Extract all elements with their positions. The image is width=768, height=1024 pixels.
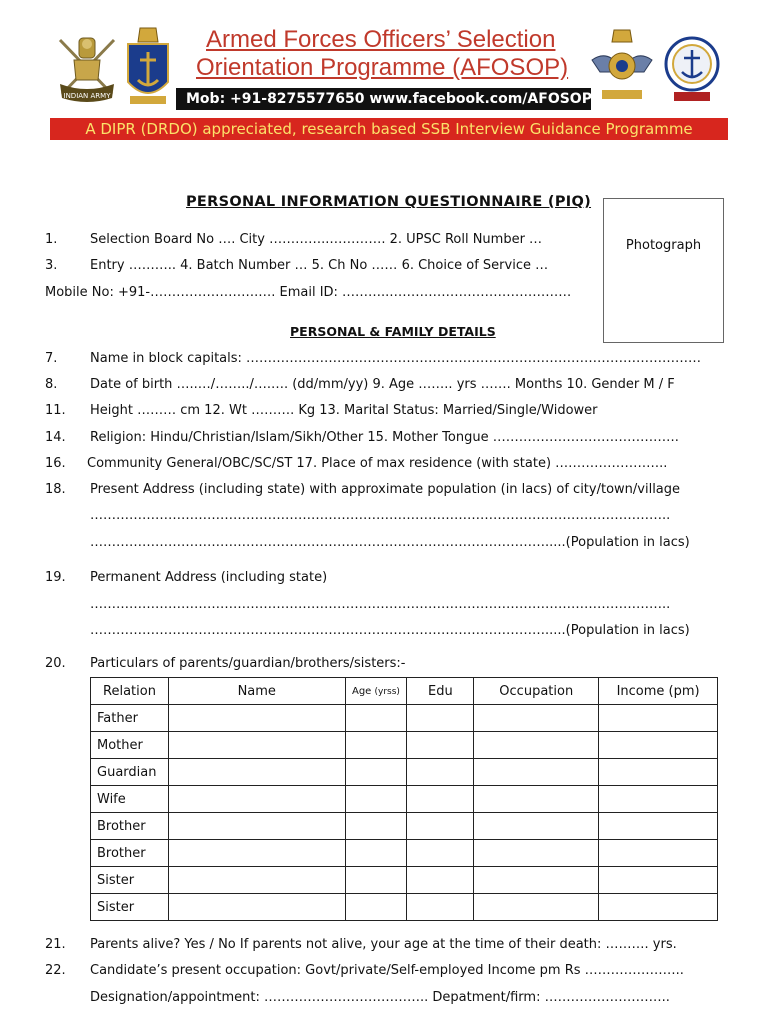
form-title: PERSONAL INFORMATION QUESTIONNAIRE (PIQ) (186, 194, 592, 210)
q20-family-particulars-label: Particulars of parents/guardian/brothers/sisters:- (90, 656, 406, 671)
name-cell[interactable] (168, 759, 345, 786)
edu-cell[interactable] (407, 894, 474, 921)
emblem-army-text: INDIAN ARMY (63, 92, 111, 100)
relation-cell: Guardian (91, 759, 169, 786)
photograph-label: Photograph (625, 238, 702, 253)
col-header-age-suffix: (yrss) (374, 686, 400, 697)
contact-bar: Mob: +91-8275577650 www.facebook.com/AFOSOP (176, 88, 591, 110)
name-cell[interactable] (168, 813, 345, 840)
q22-designation-field[interactable]: Designation/appointment: ……………………………….. Depatment/firm: ……………………….. (90, 990, 670, 1005)
income-cell[interactable] (599, 840, 718, 867)
income-cell[interactable] (599, 786, 718, 813)
age-cell[interactable] (345, 867, 407, 894)
table-row (91, 732, 718, 759)
occupation-cell[interactable] (474, 840, 599, 867)
q22-occupation-field[interactable]: Candidate’s present occupation: Govt/private/Self-employed Income pm Rs ………………….. (90, 963, 684, 978)
indian-air-force-emblem-icon (590, 28, 654, 108)
q19-number: 19. (45, 570, 66, 585)
q11-number: 11. (45, 403, 66, 418)
col-header-name: Name (168, 678, 345, 705)
header-title-line2: Orientation Programme (AFOSOP) (196, 54, 569, 81)
edu-cell[interactable] (407, 867, 474, 894)
occupation-cell[interactable] (474, 867, 599, 894)
q21-number: 21. (45, 937, 66, 952)
income-cell[interactable] (599, 813, 718, 840)
photograph-box[interactable] (603, 198, 724, 343)
col-header-age-label: Age (351, 685, 372, 697)
q11-height-weight-marital-field[interactable]: Height ……… cm 12. Wt ………. Kg 13. Marital Status: Married/Single/Widower (90, 403, 598, 418)
occupation-cell[interactable] (474, 786, 599, 813)
occupation-cell[interactable] (474, 813, 599, 840)
relation-cell: Mother (91, 732, 169, 759)
age-cell[interactable] (345, 840, 407, 867)
coast-guard-emblem-icon (662, 32, 722, 104)
occupation-cell[interactable] (474, 894, 599, 921)
q1-number: 1. (45, 232, 58, 247)
name-cell[interactable] (168, 840, 345, 867)
name-cell[interactable] (168, 705, 345, 732)
table-row (91, 786, 718, 813)
edu-cell[interactable] (407, 732, 474, 759)
name-cell[interactable] (168, 786, 345, 813)
name-cell[interactable] (168, 867, 345, 894)
q7-number: 7. (45, 351, 58, 366)
table-row (91, 867, 718, 894)
table-row (91, 759, 718, 786)
edu-cell[interactable] (407, 840, 474, 867)
col-header-relation: Relation (91, 678, 169, 705)
table-row (91, 840, 718, 867)
q16-number: 16. (45, 456, 66, 471)
q7-name-field[interactable]: Name in block capitals: …………………………………………………………………………………………… (90, 351, 702, 366)
relation-cell: Sister (91, 894, 169, 921)
q20-number: 20. (45, 656, 66, 671)
age-cell[interactable] (345, 894, 407, 921)
income-cell[interactable] (599, 894, 718, 921)
table-row (91, 894, 718, 921)
occupation-cell[interactable] (474, 732, 599, 759)
q19-address-line1[interactable]: …………………………………………………………………………………………………………………….. (90, 597, 671, 612)
table-row (91, 705, 718, 732)
q19-permanent-address-label: Permanent Address (including state) (90, 570, 328, 585)
section-title: PERSONAL & FAMILY DETAILS (290, 324, 496, 339)
q14-religion-tongue-field[interactable]: Religion: Hindu/Christian/Islam/Sikh/Other 15. Mother Tongue ……………………………………. (90, 430, 679, 445)
age-cell[interactable] (345, 732, 407, 759)
name-cell[interactable] (168, 894, 345, 921)
relation-cell: Father (91, 705, 169, 732)
col-header-age (345, 678, 407, 705)
relation-cell: Sister (91, 867, 169, 894)
col-header-income: Income (pm) (599, 678, 718, 705)
q1-selection-board-field[interactable]: Selection Board No …. City …………..…………. 2. UPSC Roll Number … (90, 232, 543, 247)
age-cell[interactable] (345, 759, 407, 786)
age-cell[interactable] (345, 786, 407, 813)
edu-cell[interactable] (407, 813, 474, 840)
table-row (91, 813, 718, 840)
name-cell[interactable] (168, 732, 345, 759)
q19-address-line2[interactable]: …………………………………………………………………………………………….....(Population in lacs) (90, 623, 690, 638)
q22-number: 22. (45, 963, 66, 978)
header-banner (50, 22, 728, 144)
income-cell[interactable] (599, 705, 718, 732)
relation-cell: Brother (91, 813, 169, 840)
occupation-cell[interactable] (474, 705, 599, 732)
col-header-edu: Edu (407, 678, 474, 705)
income-cell[interactable] (599, 759, 718, 786)
q16-community-residence-field[interactable]: Community General/OBC/SC/ST 17. Place of max residence (with state) …………………….. (87, 456, 668, 471)
age-cell[interactable] (345, 705, 407, 732)
q8-number: 8. (45, 377, 58, 392)
indian-navy-emblem-icon (124, 26, 172, 108)
edu-cell[interactable] (407, 786, 474, 813)
q18-address-line2[interactable]: …………………………………………………………………………………………….....(Population in lacs) (90, 535, 690, 550)
mobile-email-field[interactable]: Mobile No: +91-…………………….…. Email ID: ………..…………………………………… (45, 285, 572, 300)
tagline-banner: A DIPR (DRDO) appreciated, research based SSB Interview Guidance Programme (50, 118, 728, 140)
family-particulars-table (90, 677, 718, 921)
indian-army-emblem-icon (54, 32, 120, 108)
edu-cell[interactable] (407, 759, 474, 786)
age-cell[interactable] (345, 813, 407, 840)
q3-entry-field[interactable]: Entry ……….. 4. Batch Number … 5. Ch No …… 6. Choice of Service … (90, 258, 549, 273)
q8-dob-age-gender-field[interactable]: Date of birth …..…/……../….…. (dd/mm/yy) 9. Age …….. yrs ……. Months 10. Gender M / F (90, 377, 675, 392)
q14-number: 14. (45, 430, 66, 445)
q18-address-line1[interactable]: …………………………………………………………………………………………………………………….. (90, 508, 671, 523)
income-cell[interactable] (599, 867, 718, 894)
q18-number: 18. (45, 482, 66, 497)
edu-cell[interactable] (407, 705, 474, 732)
table-header-row (91, 678, 718, 705)
col-header-occupation: Occupation (474, 678, 599, 705)
q18-present-address-label: Present Address (including state) with approximate population (in lacs) of city/town/village (90, 482, 681, 497)
header-title-line1: Armed Forces Officers’ Selection (206, 26, 556, 53)
relation-cell: Brother (91, 840, 169, 867)
q3-number: 3. (45, 258, 58, 273)
income-cell[interactable] (599, 732, 718, 759)
relation-cell: Wife (91, 786, 169, 813)
q21-parents-alive-field[interactable]: Parents alive? Yes / No If parents not alive, your age at the time of their death: ………. yrs. (90, 937, 677, 952)
occupation-cell[interactable] (474, 759, 599, 786)
